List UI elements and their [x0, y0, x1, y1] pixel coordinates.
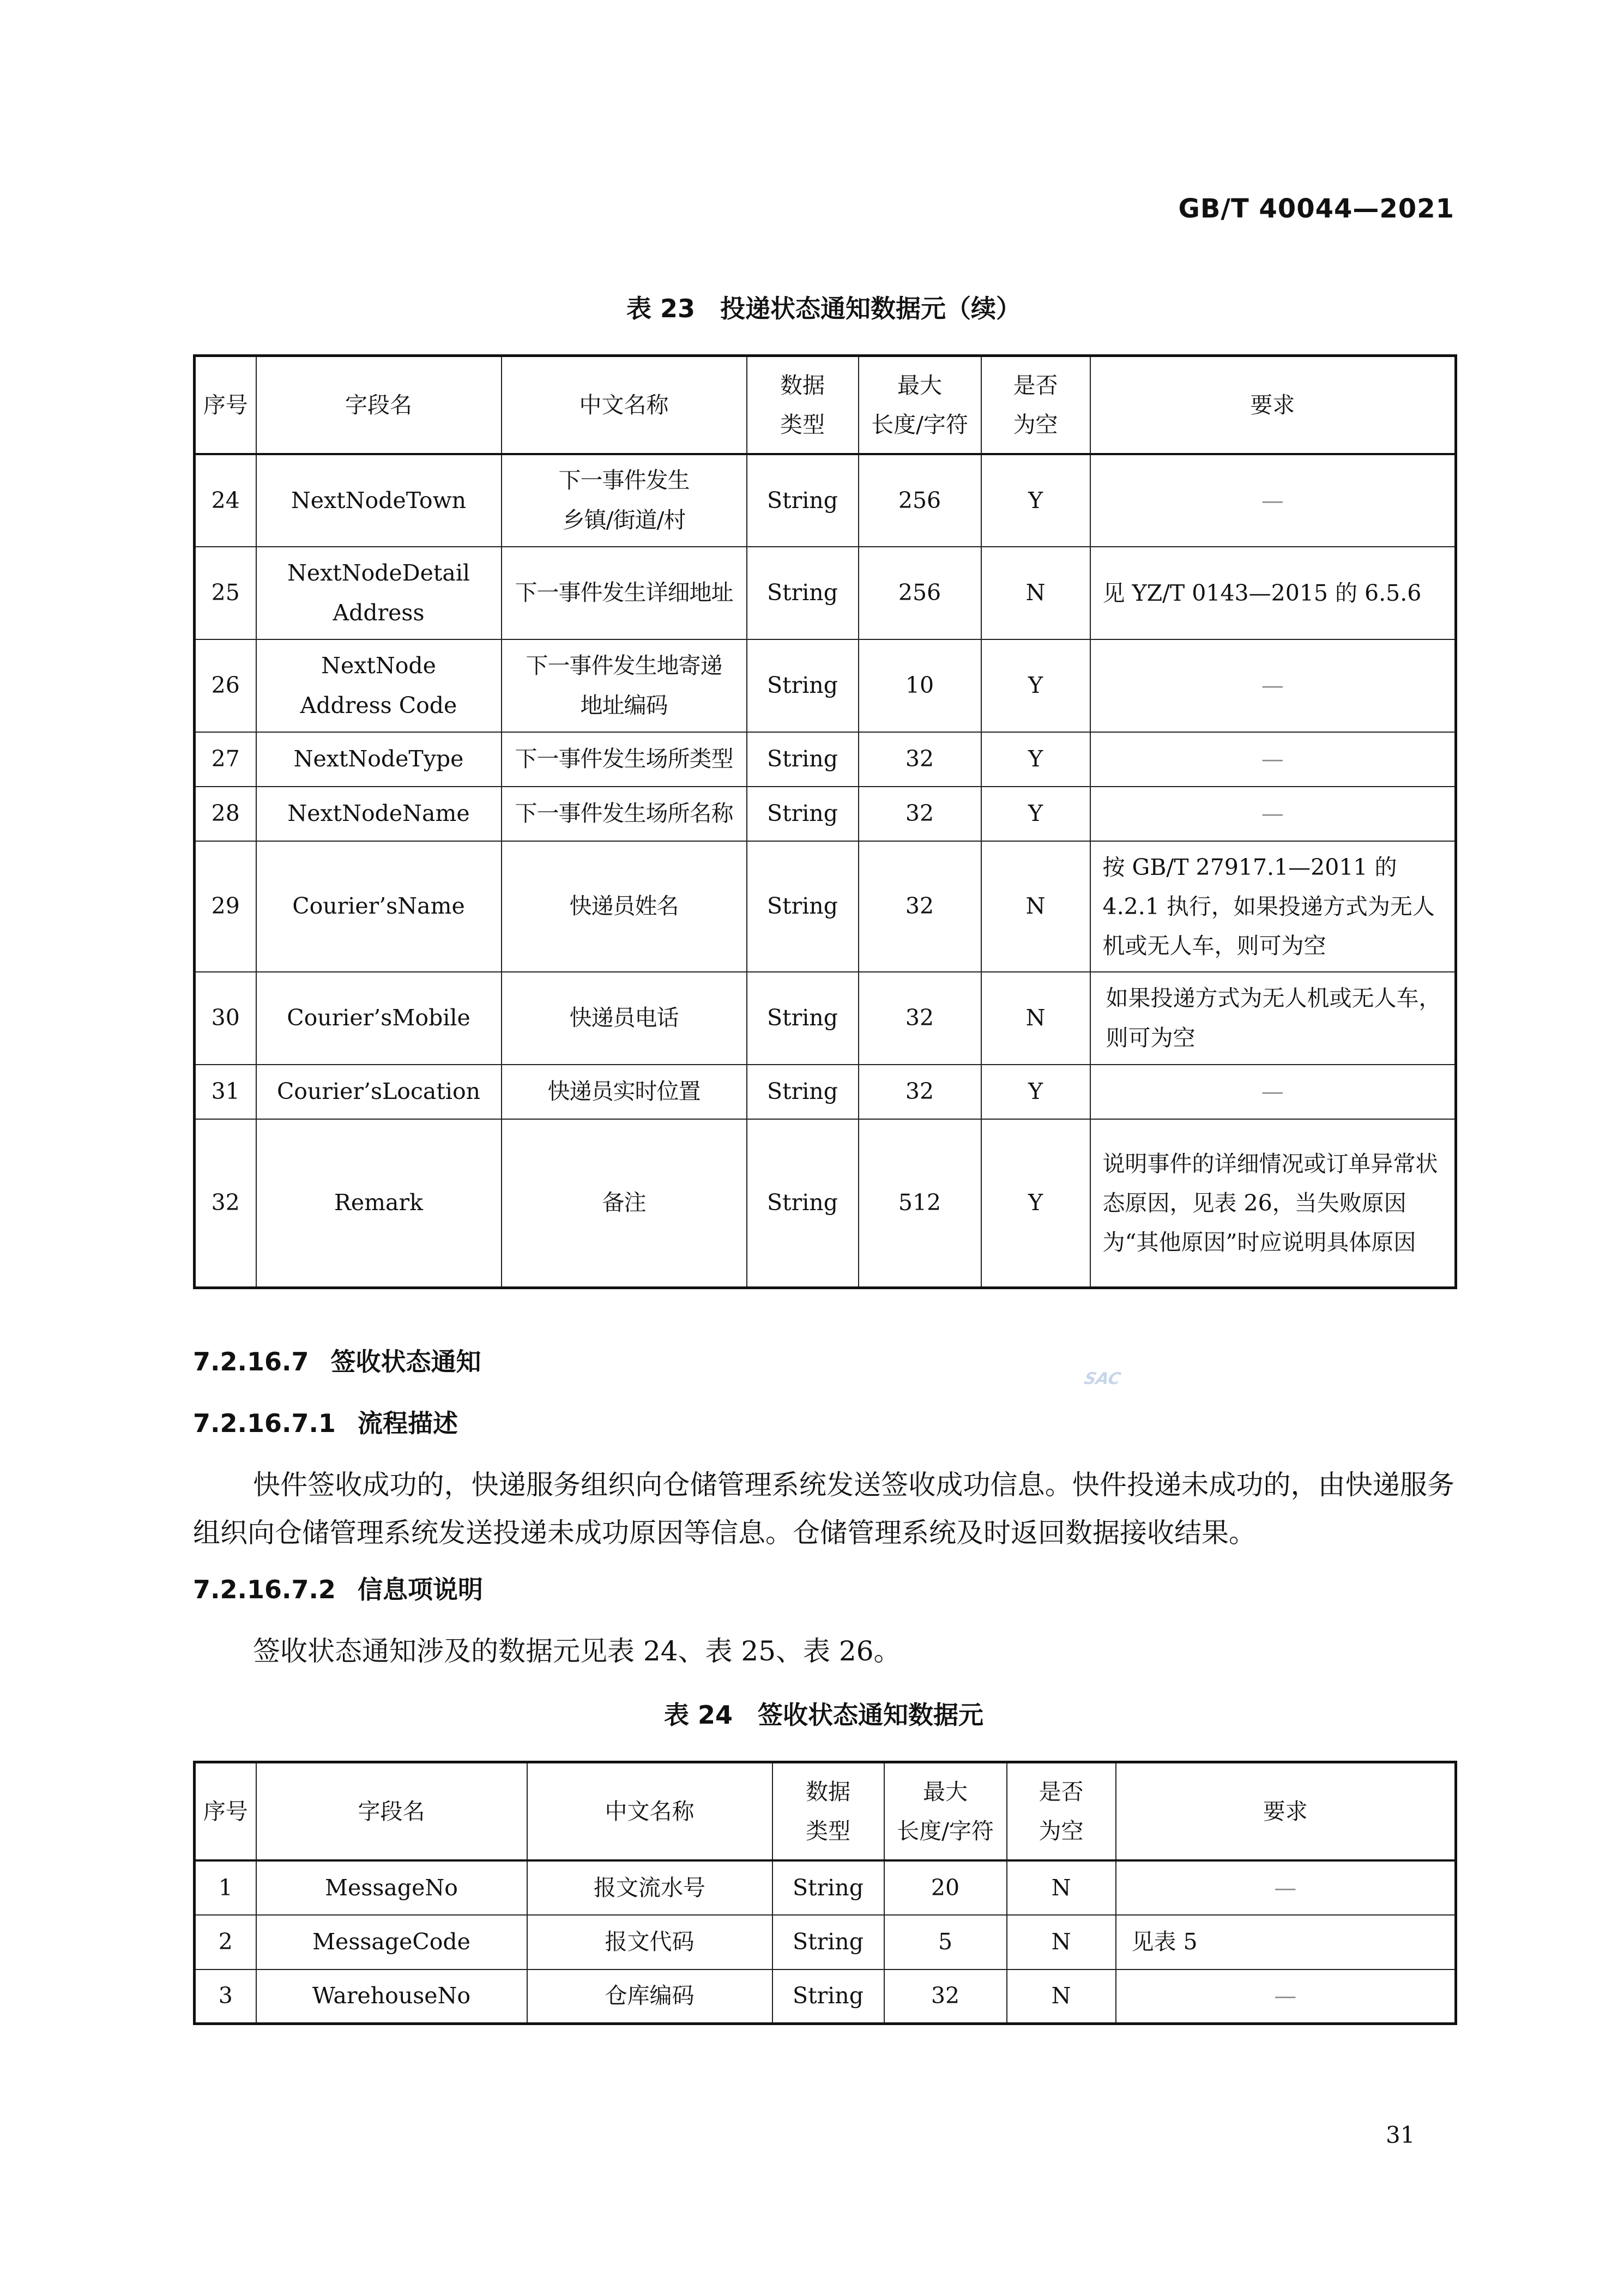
cell-max-len: 256 — [859, 547, 981, 639]
cell-cn-name: 仓库编码 — [527, 1969, 772, 2024]
clause-7-2-16-7-1 — [193, 1404, 458, 1440]
cell-cn-name: 下一事件发生场所类型 — [502, 732, 747, 787]
cell-req: — — [1090, 732, 1456, 787]
cell-type: String — [747, 787, 859, 841]
cell-no: 29 — [195, 841, 256, 972]
cell-nullable: Y — [981, 454, 1090, 547]
table-24-caption: 表 24 签收状态通知数据元 — [663, 1700, 984, 1730]
cell-cn-name: 备注 — [502, 1119, 747, 1288]
cell-max-len: 32 — [859, 732, 981, 787]
clause-number: 7.2.16.7 — [193, 1347, 309, 1376]
col-header-no: 序号 — [195, 356, 256, 454]
cell-type: String — [772, 1969, 884, 2024]
cell-max-len: 20 — [884, 1860, 1007, 1915]
col-header-max-len: 最大 长度/字符 — [859, 356, 981, 454]
cell-cn-name: 下一事件发生 乡镇/街道/村 — [502, 454, 747, 547]
cell-cn-name: 报文流水号 — [527, 1860, 772, 1915]
clause-title: 签收状态通知 — [330, 1347, 481, 1376]
table-row — [195, 732, 1456, 787]
cell-nullable: N — [1007, 1915, 1116, 1969]
col-header-type: 数据 类型 — [772, 1762, 884, 1860]
col-header-no: 序号 — [195, 1762, 256, 1860]
cell-no: 2 — [195, 1915, 256, 1969]
cell-max-len: 32 — [884, 1969, 1007, 2024]
cell-max-len: 10 — [859, 639, 981, 732]
sac-watermark: SAC — [1082, 1369, 1122, 1388]
table-row — [195, 972, 1456, 1065]
cell-nullable: N — [981, 841, 1090, 972]
clause-number: 7.2.16.7.2 — [193, 1575, 336, 1604]
cell-no: 24 — [195, 454, 256, 547]
cell-cn-name: 快递员实时位置 — [502, 1065, 747, 1119]
col-header-field: 字段名 — [256, 356, 502, 454]
cell-no: 32 — [195, 1119, 256, 1288]
cell-field: Remark — [256, 1119, 502, 1288]
cell-nullable: Y — [981, 1065, 1090, 1119]
col-header-nullable: 是否 为空 — [1007, 1762, 1116, 1860]
cell-cn-name: 下一事件发生地寄递 地址编码 — [502, 639, 747, 732]
cell-field: MessageNo — [256, 1860, 527, 1915]
cell-field: NextNodeDetail Address — [256, 547, 502, 639]
cell-nullable: N — [981, 547, 1090, 639]
cell-nullable: Y — [981, 732, 1090, 787]
cell-type: String — [747, 1119, 859, 1288]
cell-field: Courier’sName — [256, 841, 502, 972]
cell-cn-name: 下一事件发生场所名称 — [502, 787, 747, 841]
table-24-header-row — [195, 1762, 1456, 1860]
cell-no: 3 — [195, 1969, 256, 2024]
cell-req: — — [1090, 454, 1456, 547]
cell-req: — — [1116, 1860, 1456, 1915]
cell-req: 见 YZ/T 0143—2015 的 6.5.6 — [1090, 547, 1456, 639]
col-header-nullable: 是否 为空 — [981, 356, 1090, 454]
cell-field: MessageCode — [256, 1915, 527, 1969]
cell-field: NextNodeTown — [256, 454, 502, 547]
col-header-field: 字段名 — [256, 1762, 527, 1860]
col-header-cn-name: 中文名称 — [502, 356, 747, 454]
cell-nullable: N — [1007, 1860, 1116, 1915]
table-row — [195, 547, 1456, 639]
cell-no: 30 — [195, 972, 256, 1065]
cell-max-len: 32 — [859, 841, 981, 972]
cell-field: NextNodeName — [256, 787, 502, 841]
cell-no: 31 — [195, 1065, 256, 1119]
clause-number: 7.2.16.7.1 — [193, 1409, 336, 1438]
cell-cn-name: 快递员电话 — [502, 972, 747, 1065]
cell-field: NextNodeType — [256, 732, 502, 787]
clause-title: 流程描述 — [357, 1409, 458, 1438]
clause-7-2-16-7 — [193, 1342, 481, 1378]
cell-type: String — [747, 454, 859, 547]
cell-nullable: Y — [981, 787, 1090, 841]
cell-cn-name: 报文代码 — [527, 1915, 772, 1969]
cell-field: WarehouseNo — [256, 1969, 527, 2024]
cell-req: 如果投递方式为无人机或无人车，则可为空 — [1090, 972, 1456, 1065]
page-number: 31 — [1386, 2122, 1415, 2148]
cell-no: 1 — [195, 1860, 256, 1915]
cell-type: String — [747, 972, 859, 1065]
cell-req: — — [1090, 639, 1456, 732]
cell-no: 28 — [195, 787, 256, 841]
standard-number: GB/T 40044—2021 — [1178, 194, 1454, 224]
cell-max-len: 5 — [884, 1915, 1007, 1969]
cell-field: NextNode Address Code — [256, 639, 502, 732]
cell-type: String — [747, 547, 859, 639]
col-header-req: 要求 — [1116, 1762, 1456, 1860]
paragraph-info-items: 签收状态通知涉及的数据元见表 24、表 25、表 26。 — [253, 1635, 901, 1667]
cell-req: — — [1090, 1065, 1456, 1119]
table-row — [195, 454, 1456, 547]
table-23-caption: 表 23 投递状态通知数据元（续） — [626, 294, 1022, 323]
cell-req: 见表 5 — [1116, 1915, 1456, 1969]
table-row — [195, 1119, 1456, 1288]
cell-type: String — [772, 1860, 884, 1915]
cell-type: String — [747, 1065, 859, 1119]
col-header-cn-name: 中文名称 — [527, 1762, 772, 1860]
table-23-header-row — [195, 356, 1456, 454]
cell-no: 26 — [195, 639, 256, 732]
table-23 — [193, 354, 1457, 1289]
cell-max-len: 256 — [859, 454, 981, 547]
cell-req: 说明事件的详细情况或订单异常状态原因，见表 26，当失败原因为“其他原因”时应说明具体原因 — [1090, 1119, 1456, 1288]
cell-req: — — [1116, 1969, 1456, 2024]
clause-title: 信息项说明 — [357, 1575, 483, 1604]
table-row — [195, 639, 1456, 732]
cell-req: 按 GB/T 27917.1—2011 的 4.2.1 执行，如果投递方式为无人机或无人车，则可为空 — [1090, 841, 1456, 972]
cell-cn-name: 下一事件发生详细地址 — [502, 547, 747, 639]
cell-type: String — [747, 841, 859, 972]
clause-7-2-16-7-2 — [193, 1570, 483, 1606]
col-header-max-len: 最大 长度/字符 — [884, 1762, 1007, 1860]
cell-cn-name: 快递员姓名 — [502, 841, 747, 972]
cell-type: String — [772, 1915, 884, 1969]
cell-req: — — [1090, 787, 1456, 841]
paragraph-process-description: 快件签收成功的，快递服务组织向仓储管理系统发送签收成功信息。快件投递未成功的，由快递服务组织向仓储管理系统发送投递未成功原因等信息。仓储管理系统及时返回数据接收结果。 — [193, 1469, 1454, 1549]
cell-no: 25 — [195, 547, 256, 639]
table-row — [195, 1969, 1456, 2024]
cell-max-len: 32 — [859, 1065, 981, 1119]
col-header-req: 要求 — [1090, 356, 1456, 454]
cell-max-len: 512 — [859, 1119, 981, 1288]
table-24 — [193, 1761, 1457, 2025]
cell-max-len: 32 — [859, 787, 981, 841]
cell-field: Courier’sLocation — [256, 1065, 502, 1119]
cell-nullable: Y — [981, 639, 1090, 732]
cell-no: 27 — [195, 732, 256, 787]
table-row — [195, 1860, 1456, 1915]
table-row — [195, 1915, 1456, 1969]
cell-max-len: 32 — [859, 972, 981, 1065]
table-row — [195, 1065, 1456, 1119]
cell-type: String — [747, 639, 859, 732]
cell-nullable: N — [1007, 1969, 1116, 2024]
table-row — [195, 841, 1456, 972]
cell-nullable: Y — [981, 1119, 1090, 1288]
cell-field: Courier’sMobile — [256, 972, 502, 1065]
col-header-type: 数据 类型 — [747, 356, 859, 454]
table-row — [195, 787, 1456, 841]
cell-type: String — [747, 732, 859, 787]
cell-nullable: N — [981, 972, 1090, 1065]
